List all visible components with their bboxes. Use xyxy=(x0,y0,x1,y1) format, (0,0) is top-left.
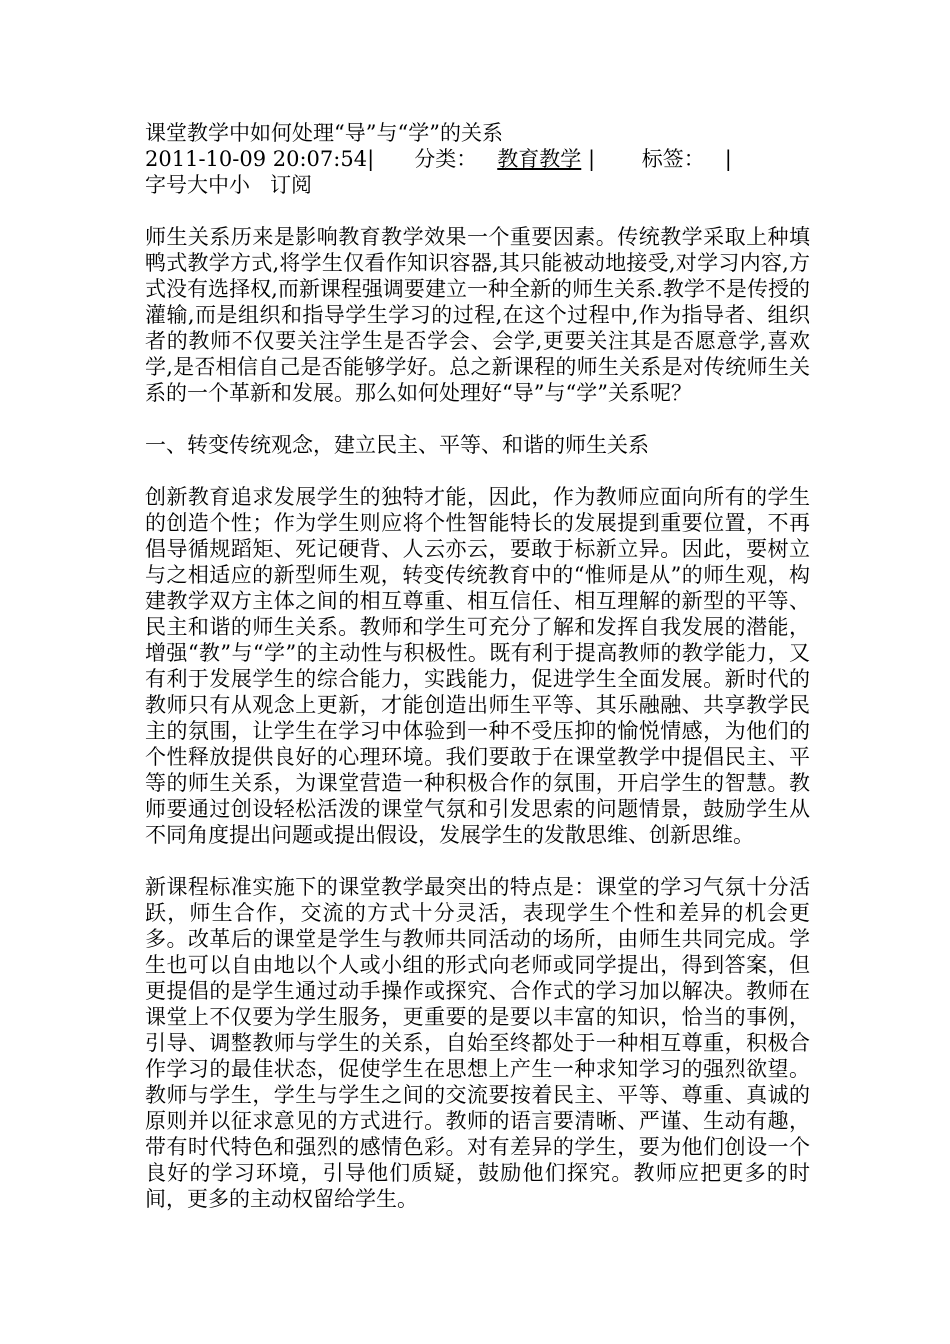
article-title: 课堂教学中如何处理“导”与“学”的关系 xyxy=(145,121,503,145)
article-page xyxy=(145,120,810,1212)
spacer xyxy=(145,848,810,874)
post-datetime: 2011-10-09 20:07:54 xyxy=(145,147,368,171)
spacer xyxy=(145,406,810,432)
category-label: 分类： xyxy=(414,147,478,171)
font-size-control[interactable]: 字号大中小 xyxy=(145,173,250,197)
spacer xyxy=(145,198,810,224)
category-link[interactable]: 教育教学 xyxy=(497,147,582,171)
section-heading: 一、转变传统观念，建立民主、平等、和谐的师生关系 xyxy=(145,433,649,457)
meta-separator: | xyxy=(724,147,732,171)
meta-separator: | xyxy=(367,147,375,171)
paragraph-body: 新课程标准实施下的课堂教学最突出的特点是：课堂的学习气氛十分活跃，师生合作，交流的方式十分灵活，表现学生个性和差异的机会更多。改革后的课堂是学生与教师共同活动的场所，由师生共同完成。学生也可以自由地以个人或小组的形式向老师或同学提出，得到答案，但更提倡的是学生通过动手操作或探究、合作式的学习加以解决。教师在课堂上不仅要为学生服务，更重要的是要以丰富的知识，恰当的事例，引导、调整教师与学生的关系，自始至终都处于一种相互尊重，积极合作学习的最佳状态，促使学生在思想上产生一种求知学习的强烈欲望。教师与学生，学生与学生之间的交流要按着民主、平等、尊重、真诚的原则并以征求意见的方式进行。教师的语言要清晰、严谨、生动有趣，带有时代特色和强烈的感情色彩。对有差异的学生，要为他们创设一个良好的学习环境，引导他们质疑，鼓励他们探究。教师应把更多的时间，更多的主动权留给学生。 xyxy=(145,875,810,1211)
tags-label: 标签： xyxy=(641,147,705,171)
subscribe-link[interactable]: 订阅 xyxy=(270,173,313,197)
meta-separator: | xyxy=(587,147,596,171)
article-meta xyxy=(145,146,810,198)
paragraph-body: 创新教育追求发展学生的独特才能，因此，作为教师应面向所有的学生的创造个性；作为学生则应将个性智能特长的发展提到重要位置，不再倡导循规蹈矩、死记硬背、人云亦云，要敢于标新立异。因此，要树立与之相适应的新型师生观，转变传统教育中的“惟师是从”的师生观，构建教学双方主体之间的相互尊重、相互信任、相互理解的新型的平等、民主和谐的师生关系。教师和学生可充分了解和发挥自我发展的潜能，增强“教”与“学”的主动性与积极性。既有利于提高教师的教学能力，又有利于发展学生的综合能力，实践能力，促进学生全面发展。新时代的教师只有从观念上更新，才能创造出师生平等、其乐融融、共享教学民主的氛围，让学生在学习中体验到一种不受压抑的愉悦情感，为他们的个性释放提供良好的心理环境。我们要敢于在课堂教学中提倡民主、平等的师生关系，为课堂营造一种积极合作的氛围，开启学生的智慧。教师要通过创设轻松活泼的课堂气氛和引发思索的问题情景，鼓励学生从不同角度提出问题或提出假设，发展学生的发散思维、创新思维。 xyxy=(145,485,810,847)
spacer xyxy=(145,458,810,484)
paragraph-intro: 师生关系历来是影响教育教学效果一个重要因素。传统教学采取上种填鸭式教学方式,将学生仅看作知识容器,其只能被动地接受,对学习内容,方式没有选择权,而新课程强调要建立一种全新的师生关系.教学不是传授的灌输,而是组织和指导学生学习的过程,在这个过程中,作为指导者、组织者的教师不仅要关注学生是否学会、会学,更要关注其是否愿意学,喜欢学,是否相信自己是否能够学好。总之新课程的师生关系是对传统师生关系的一个革新和发展。那么如何处理好“导”与“学”关系呢？ xyxy=(145,225,810,405)
